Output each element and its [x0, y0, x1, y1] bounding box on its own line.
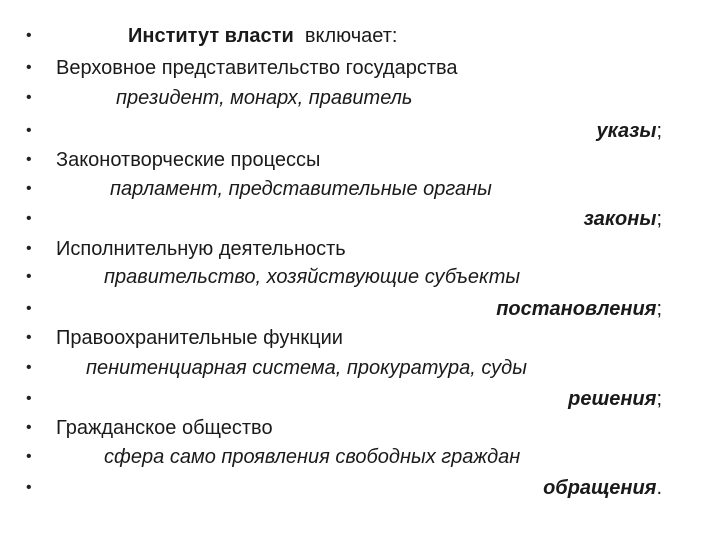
bullet-icon: • — [26, 59, 32, 76]
bullet-icon: • — [26, 268, 32, 285]
list-item-actors — [0, 84, 720, 112]
heading — [128, 22, 397, 50]
item-actors: пенитенциарная система, прокуратура, суды — [86, 357, 527, 379]
list-item-result — [0, 205, 720, 233]
bullet-icon: • — [26, 479, 32, 496]
item-domain: Гражданское общество — [56, 417, 273, 439]
result-punct: ; — [656, 208, 662, 230]
bullet-icon: • — [26, 359, 32, 376]
list-item-result — [0, 117, 720, 145]
list-item-result — [0, 474, 720, 502]
bullet-icon: • — [26, 329, 32, 346]
list-item-result — [0, 295, 720, 323]
bullet-icon: • — [26, 448, 32, 465]
bullet-icon: • — [26, 240, 32, 257]
result-punct: ; — [656, 388, 662, 410]
bullet-icon: • — [26, 419, 32, 436]
item-domain: Законотворческие процессы — [56, 149, 321, 171]
item-domain: Верховное представительство государства — [56, 57, 458, 79]
result-punct: . — [656, 477, 662, 499]
list-item-actors — [0, 443, 720, 471]
item-result — [597, 117, 662, 145]
bullet-icon: • — [26, 122, 32, 139]
bullet-icon: • — [26, 300, 32, 317]
bullet-icon: • — [26, 180, 32, 197]
heading-row — [0, 22, 720, 50]
item-result — [584, 205, 662, 233]
result-word: указы — [596, 120, 657, 142]
result-word: постановления — [496, 298, 657, 320]
heading-bold: Институт власти — [128, 25, 294, 47]
list-item-domain — [0, 324, 720, 352]
result-word: законы — [583, 208, 657, 230]
list-item-actors — [0, 175, 720, 203]
heading-rest: включает: — [304, 25, 398, 47]
bullet-icon: • — [26, 27, 32, 44]
bullet-icon: • — [26, 89, 32, 106]
item-actors: правительство, хозяйствующие субъекты — [104, 266, 521, 288]
list-item-actors — [0, 263, 720, 291]
item-actors: президент, монарх, правитель — [116, 87, 413, 109]
list-item-domain — [0, 235, 720, 263]
bullet-icon: • — [26, 390, 32, 407]
list-item-domain — [0, 146, 720, 174]
item-domain: Правоохранительные функции — [56, 327, 343, 349]
result-word: обращения — [543, 477, 657, 499]
item-result — [496, 295, 662, 323]
bullet-icon: • — [26, 151, 32, 168]
list-item-result — [0, 385, 720, 413]
item-result — [568, 385, 662, 413]
item-actors: сфера само проявления свободных граждан — [104, 446, 521, 468]
list-item-domain — [0, 54, 720, 82]
list-item-domain — [0, 414, 720, 442]
result-punct: ; — [656, 298, 662, 320]
item-domain: Исполнительную деятельность — [56, 238, 346, 260]
item-result — [543, 474, 662, 502]
item-actors: парламент, представительные органы — [110, 178, 492, 200]
result-word: решения — [568, 388, 657, 410]
bullet-icon: • — [26, 210, 32, 227]
result-punct: ; — [656, 120, 662, 142]
list-item-actors — [0, 354, 720, 382]
